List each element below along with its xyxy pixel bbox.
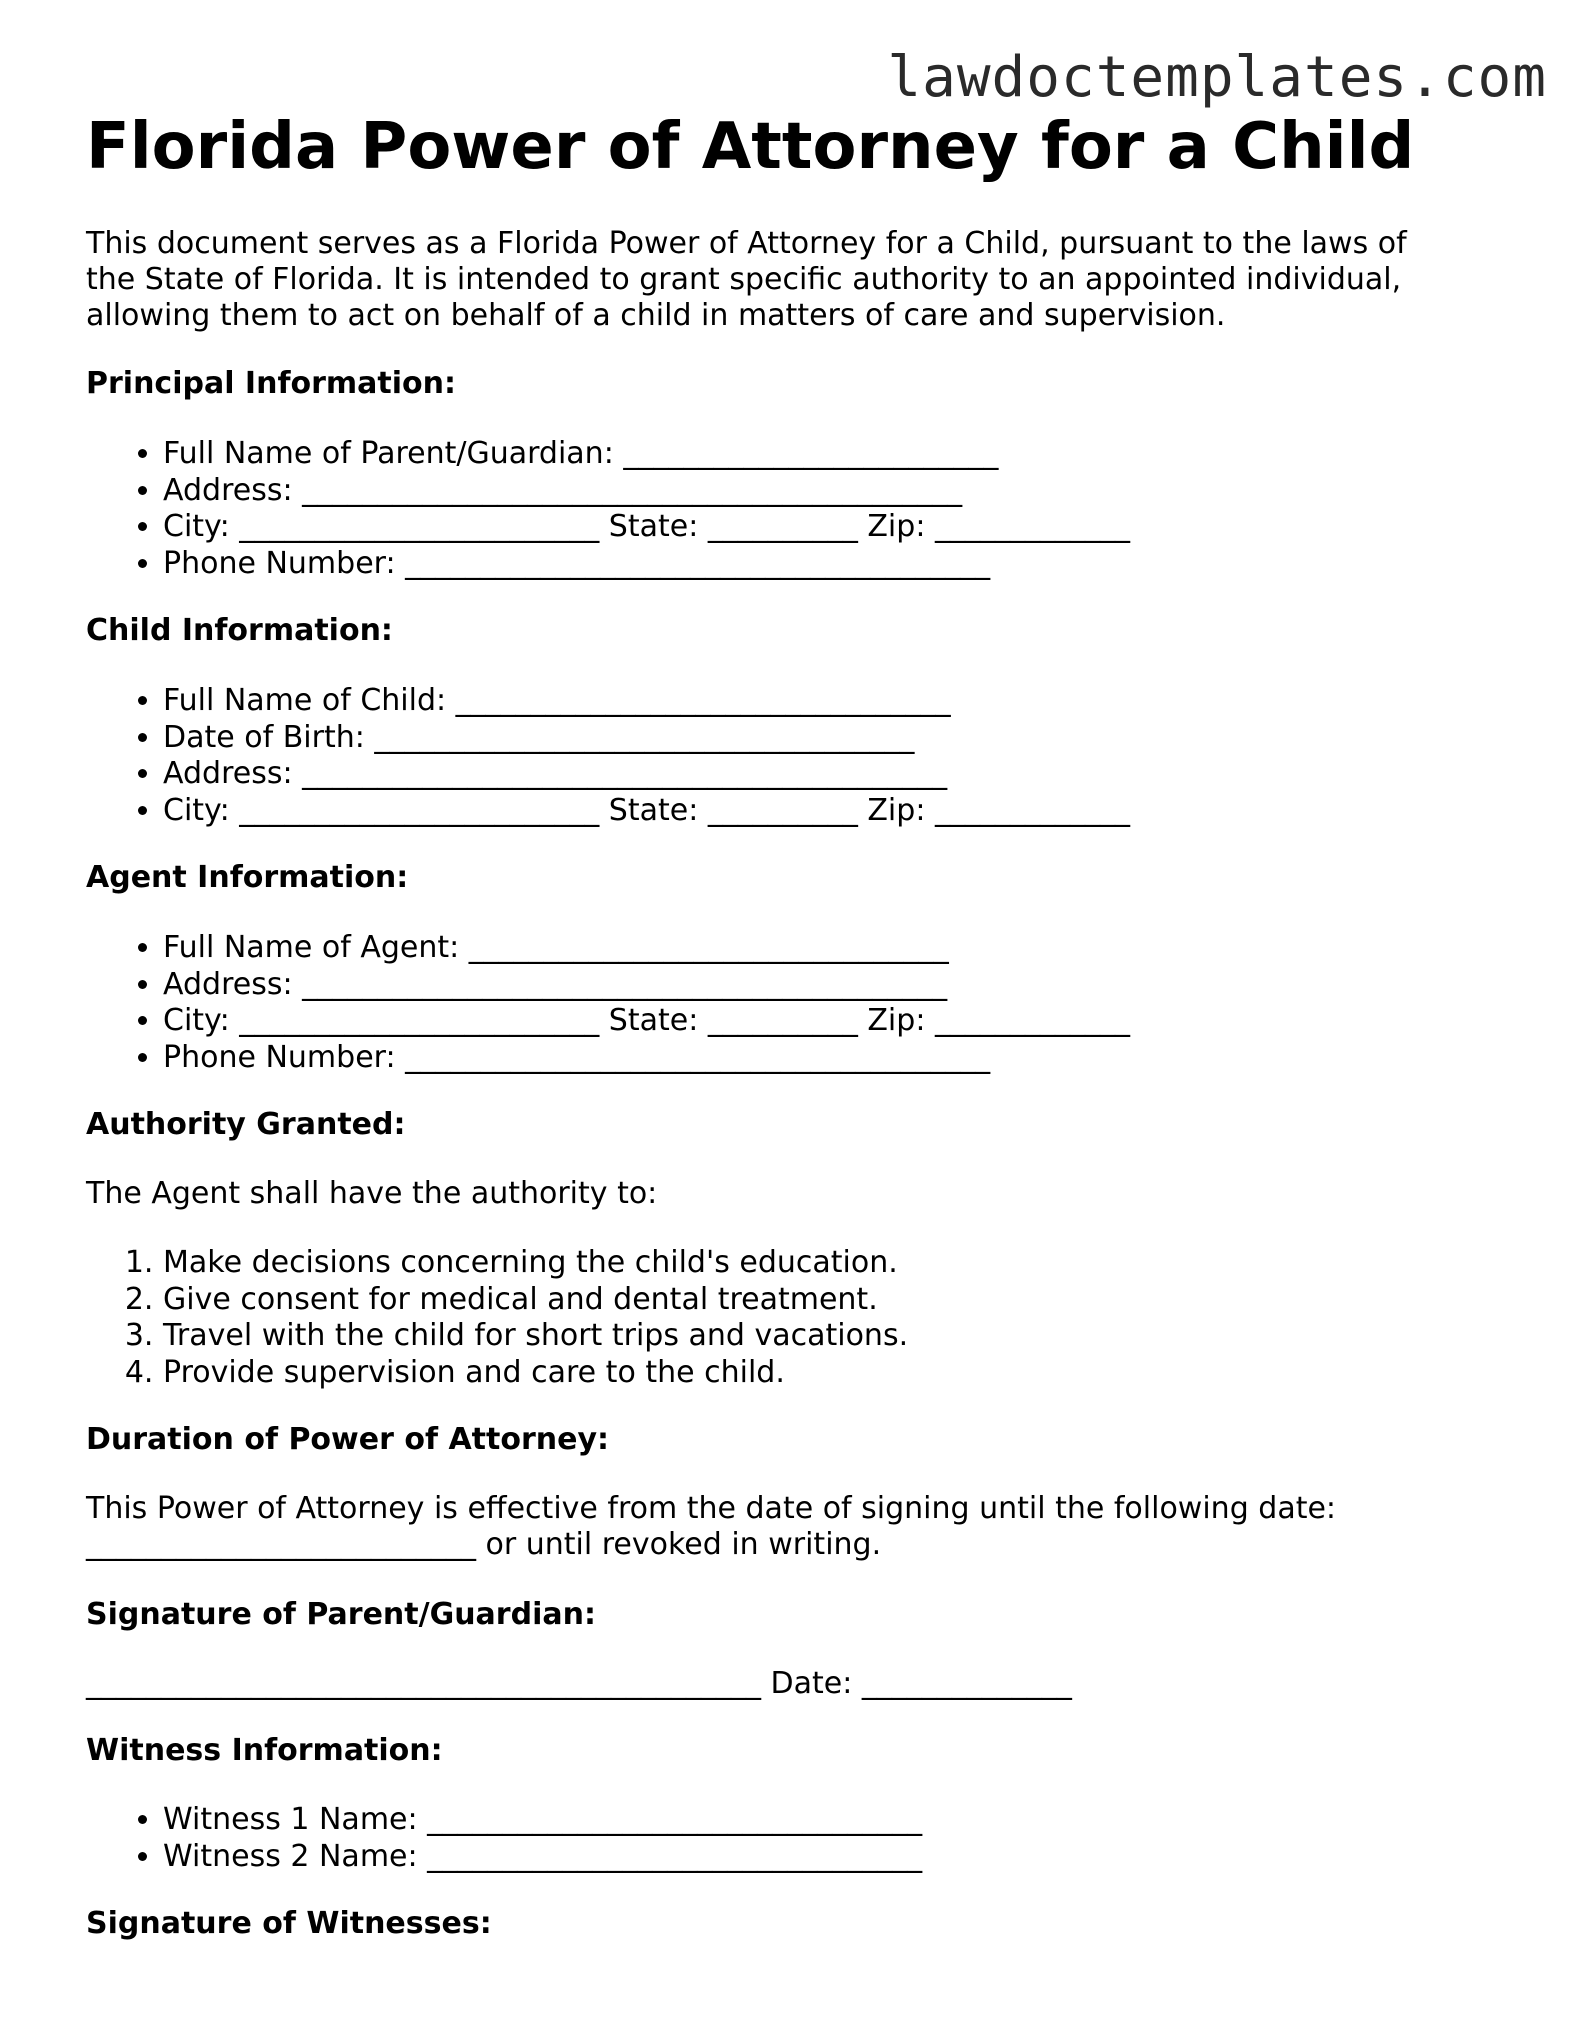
authority-lead: The Agent shall have the authority to: — [86, 1176, 658, 1211]
agent-city-state-zip-field[interactable]: • City: ________________________ State: __________ Zip: _____________ — [163, 1003, 1130, 1040]
child-heading: Child Information: — [86, 613, 393, 648]
witness-2-name-field[interactable]: • Witness 2 Name: _________________________________ — [163, 1839, 922, 1876]
child-dob-field[interactable]: • Date of Birth: ____________________________________ — [163, 720, 1130, 757]
agent-heading: Agent Information: — [86, 860, 409, 895]
child-address-field[interactable]: • Address: ___________________________________________ — [163, 756, 1130, 793]
witness-1-name-field[interactable]: • Witness 1 Name: _________________________________ — [163, 1802, 922, 1839]
duration-heading: Duration of Power of Attorney: — [86, 1422, 610, 1457]
principal-name-field[interactable]: • Full Name of Parent/Guardian: _________________________ — [163, 436, 1130, 473]
principal-heading: Principal Information: — [86, 366, 457, 401]
site-watermark: lawdoctemplates.com — [887, 45, 1547, 110]
agent-list — [86, 930, 1130, 1076]
agent-address-field[interactable]: • Address: ___________________________________________ — [163, 967, 1130, 1004]
intro-line: allowing them to act on behalf of a child in matters of care and supervision. — [86, 298, 1226, 333]
authority-item: 2. Give consent for medical and dental treatment. — [163, 1282, 908, 1319]
signature-heading: Signature of Parent/Guardian: — [86, 1597, 596, 1632]
signature-date-field[interactable]: _____________________________________________ Date: ______________ — [86, 1666, 1072, 1701]
authority-item: 1. Make decisions concerning the child's education. — [163, 1245, 908, 1282]
duration-paragraph — [86, 1491, 1336, 1563]
agent-name-field[interactable]: • Full Name of Agent: ________________________________ — [163, 930, 1130, 967]
principal-phone-field[interactable]: • Phone Number: _______________________________________ — [163, 546, 1130, 583]
child-list — [86, 683, 1130, 829]
agent-phone-field[interactable]: • Phone Number: _______________________________________ — [163, 1040, 1130, 1077]
intro-line: This document serves as a Florida Power of Attorney for a Child, pursuant to the laws of — [86, 226, 1407, 261]
intro-line: the State of Florida. It is intended to grant specific authority to an appointed individual, — [86, 262, 1402, 297]
witness-list — [86, 1802, 922, 1875]
authority-list — [86, 1245, 908, 1391]
duration-date-field[interactable]: __________________________ or until revoked in writing. — [86, 1527, 882, 1562]
child-name-field[interactable]: • Full Name of Child: _________________________________ — [163, 683, 1130, 720]
page-title: Florida Power of Attorney for a Child — [86, 110, 1415, 184]
principal-city-state-zip-field[interactable]: • City: ________________________ State: __________ Zip: _____________ — [163, 509, 1130, 546]
authority-item: 4. Provide supervision and care to the child. — [163, 1355, 908, 1392]
intro-paragraph — [86, 226, 1407, 334]
witness-heading: Witness Information: — [86, 1733, 443, 1768]
duration-line: This Power of Attorney is effective from the date of signing until the following date: — [86, 1491, 1337, 1526]
principal-list — [86, 436, 1130, 582]
principal-address-field[interactable]: • Address: ____________________________________________ — [163, 473, 1130, 510]
authority-heading: Authority Granted: — [86, 1107, 406, 1142]
child-city-state-zip-field[interactable]: • City: ________________________ State: __________ Zip: _____________ — [163, 793, 1130, 830]
witness-signature-heading: Signature of Witnesses: — [86, 1906, 492, 1941]
authority-item: 3. Travel with the child for short trips and vacations. — [163, 1318, 908, 1355]
